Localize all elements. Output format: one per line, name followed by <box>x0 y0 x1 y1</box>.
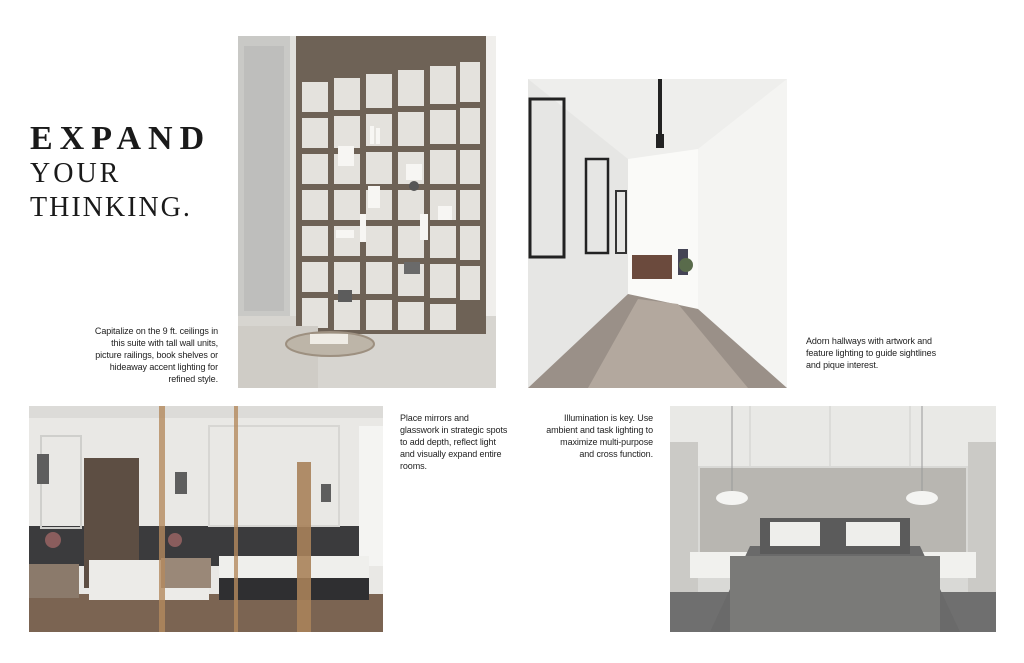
title-line-2: YOUR <box>30 158 122 189</box>
title-line-3: THINKING. <box>30 192 192 223</box>
caption-hallways: Adorn hallways with artwork and feature lighting to guide sightlines and pique interest. <box>806 336 936 370</box>
title-line-1: EXPAND <box>30 120 212 157</box>
grey-bedroom-photo <box>670 406 996 632</box>
bookshelf-photo <box>238 36 496 388</box>
hallway-photo <box>528 79 787 388</box>
caption-mirrors: Place mirrors and glasswork in strategic spots to add depth, reflect light and visually expand entire rooms. <box>400 413 508 471</box>
caption-illumination: Illumination is key. Use ambient and task lighting to maximize multi-purpose and cross function. <box>546 413 653 459</box>
page-title <box>30 122 211 222</box>
mirrored-bedroom-photo <box>29 406 383 632</box>
caption-ceilings: Capitalize on the 9 ft. ceilings in this suite with tall wall units, picture railings, book shelves or hideaway accent lighting for refined style. <box>94 326 218 384</box>
